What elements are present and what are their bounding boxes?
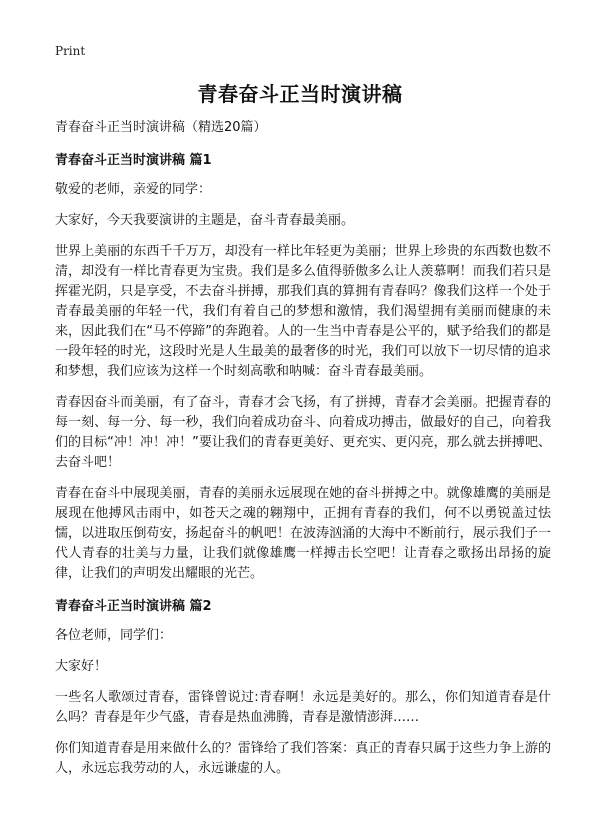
document-body xyxy=(55,118,551,790)
paragraph: 各位老师，同学们： xyxy=(55,628,173,643)
section-heading: 青春奋斗正当时演讲稿 篇1 xyxy=(55,153,212,168)
section-1 xyxy=(55,151,551,584)
paragraph: 青春因奋斗而美丽，有了奋斗，青春才会飞扬，有了拼搏，青春才会美丽。把握青春的每一刻、每一分、每一秒，我们向着成功奋斗、向着成功搏击，做最好的自己，向着我们的目标“冲！冲！冲！”要让我们的青春更美好、更充实、更闪亮，那么就去拼搏吧、去奋斗吧！ xyxy=(55,395,551,470)
page-title: 青春奋斗正当时演讲稿 xyxy=(197,82,403,106)
paragraph: 敬爱的老师，亲爱的同学： xyxy=(55,182,212,197)
paragraph: 一些名人歌颂过青春，雷锋曾说过:青春啊！永远是美好的。那么，你们知道青春是什么吗？青春是年少气盛，青春是热血沸腾，青春是激情澎湃…… xyxy=(55,690,551,725)
section-heading: 青春奋斗正当时演讲稿 篇2 xyxy=(55,599,212,614)
paragraph: 你们知道青春是用来做什么的？雷锋给了我们答案：真正的青春只属于这些力争上游的人，永远忘我劳动的人，永远谦虚的人。 xyxy=(55,741,551,776)
paragraph: 青春在奋斗中展现美丽，青春的美丽永远展现在她的奋斗拼搏之中。就像雄鹰的美丽是展现在他搏风击雨中，如苍天之魂的翱翔中，正拥有青春的我们，何不以勇锐盖过怯懦，以进取压倒苟安，扬起奋斗的帆吧！在波涛汹涌的大海中不断前行，展示我们子一代人青春的壮美与力量，让我们就像雄鹰一样搏击长空吧！让青春之歌扬出昂扬的旋律，让我们的声明发出耀眼的光芒。 xyxy=(55,486,551,581)
document-subtitle: 青春奋斗正当时演讲稿（精选20篇） xyxy=(55,120,267,135)
section-2 xyxy=(55,597,551,779)
paragraph: 大家好，今天我要演讲的主题是，奋斗青春最美丽。 xyxy=(55,213,355,228)
print-link[interactable]: Print xyxy=(55,44,86,58)
paragraph: 大家好！ xyxy=(55,659,108,674)
paragraph: 世界上美丽的东西千千万万，却没有一样比年轻更为美丽；世界上珍贵的东西数也数不清，却没有一样比青春更为宝贵。我们是多么值得骄傲多么让人羡慕啊！而我们若只是挥霍光阴，只是享受，不去奋斗拼搏，那我们真的算拥有青春吗？像我们这样一个处于青春最美丽的年轻一代，我们有着自己的梦想和激情，我们渴望拥有美丽而健康的未来，因此我们在“马不停蹄”的奔跑着。人的一生当中青春是公平的，赋予给我们的都是一段年轻的时光，这段时光是人生最美的最奢侈的时光，我们可以放下一切尽情的追求和梦想，我们应该为这样一个时刻高歌和呐喊：奋斗青春最美丽。 xyxy=(55,244,551,379)
